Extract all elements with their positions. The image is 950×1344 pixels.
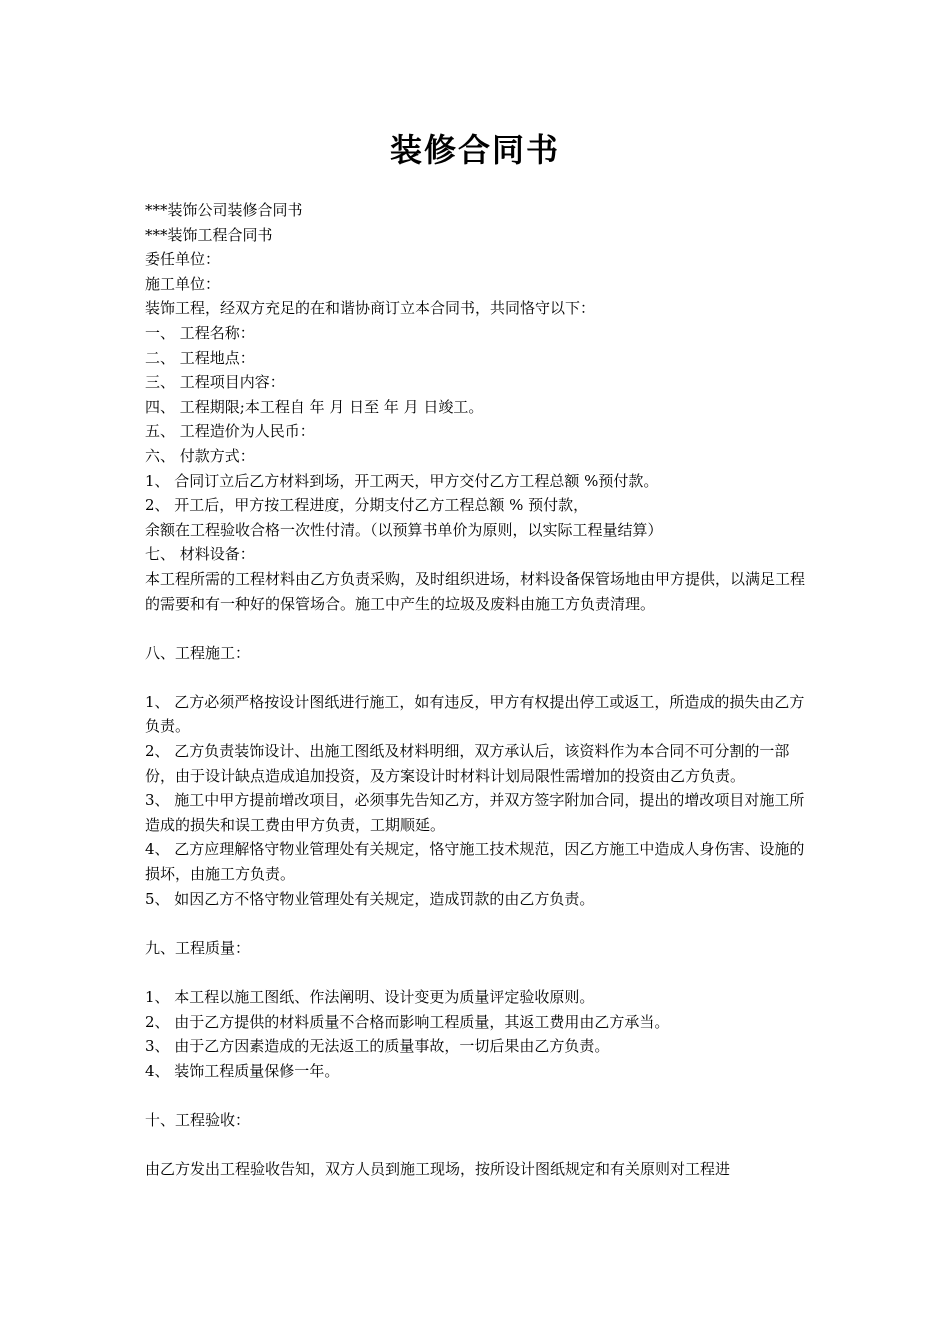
list-item: 六、 付款方式： [145,446,255,465]
paragraph: ***装饰工程合同书 [145,225,273,244]
list-item: 4、 乙方应理解恪守物业管理处有关规定，恪守施工技术规范，因乙方施工中造成人身伤害、设施的损坏，由施工方负责。 [145,840,805,884]
paragraph: 本工程所需的工程材料由乙方负责采购，及时组织进场，材料设备保管场地由甲方提供，以满足工程的需要和有一种好的保管场合。施工中产生的垃圾及废料由施工方负责清理。 [145,569,806,613]
list-item: 二、 工程地点： [145,348,255,367]
paragraph: 委任单位： [145,250,221,269]
list-item: 1、 乙方必须严格按设计图纸进行施工，如有违反，甲方有权提出停工或返工，所造成的损失由乙方负责。 [145,692,805,736]
paragraph: 余额在工程验收合格一次性付清。（以预算书单价为原则，以实际工程量结算） [145,520,663,539]
blank-line [145,960,810,985]
blank-line [145,911,810,936]
list-item: 3、 由于乙方因素造成的无法返工的质量事故，一切后果由乙方负责。 [145,1037,610,1056]
list-item: 5、 如因乙方不恪守物业管理处有关规定，造成罚款的由乙方负责。 [145,889,595,908]
list-item: 4、 装饰工程质量保修一年。 [145,1061,340,1080]
list-item: 七、 材料设备： [145,545,255,564]
list-item: 三、 工程项目内容： [145,373,285,392]
list-item: 2、 开工后，甲方按工程进度，分期支付乙方工程总额 % 预付款， [145,496,589,515]
blank-line [145,1133,810,1158]
section-heading: 九、工程质量： [145,938,251,957]
section-heading: 十、工程验收： [145,1110,251,1129]
paragraph: 施工单位： [145,274,221,293]
blank-line [145,1083,810,1108]
list-item: 1、 合同订立后乙方材料到场，开工两天，甲方交付乙方工程总额 %预付款。 [145,471,659,490]
paragraph: 由乙方发出工程验收告知，双方人员到施工现场，按所设计图纸规定和有关原则对工程进 [145,1160,731,1179]
paragraph: 装饰工程，经双方充足的在和谐协商订立本合同书，共同恪守以下： [145,299,596,318]
blank-line [145,616,810,641]
list-item: 一、 工程名称： [145,323,255,342]
blank-line [145,665,810,690]
section-heading: 八、工程施工： [145,643,251,662]
paragraph: ***装饰公司装修合同书 [145,201,303,219]
document-body [145,198,810,1182]
list-item: 2、 由于乙方提供的材料质量不合格而影响工程质量，其返工费用由乙方承当。 [145,1012,670,1031]
list-item: 2、 乙方负责装饰设计、出施工图纸及材料明细，双方承认后，该资料作为本合同不可分割的一部份，由于设计缺点造成追加投资，及方案设计时材料计划局限性需增加的投资由乙方负责。 [145,742,790,785]
list-item: 五、 工程造价为人民币： [145,422,315,441]
document-title: 装修合同书 [389,131,560,169]
list-item: 1、 本工程以施工图纸、作法阐明、设计变更为质量评定验收原则。 [145,988,595,1006]
list-item: 3、 施工中甲方提前增改项目，必须事先告知乙方，并双方签字附加合同，提出的增改项目对施工所造成的损失和误工费由甲方负责，工期顺延。 [145,791,805,834]
list-item: 四、 工程期限;本工程自 年 月 日至 年 月 日竣工。 [145,397,484,416]
